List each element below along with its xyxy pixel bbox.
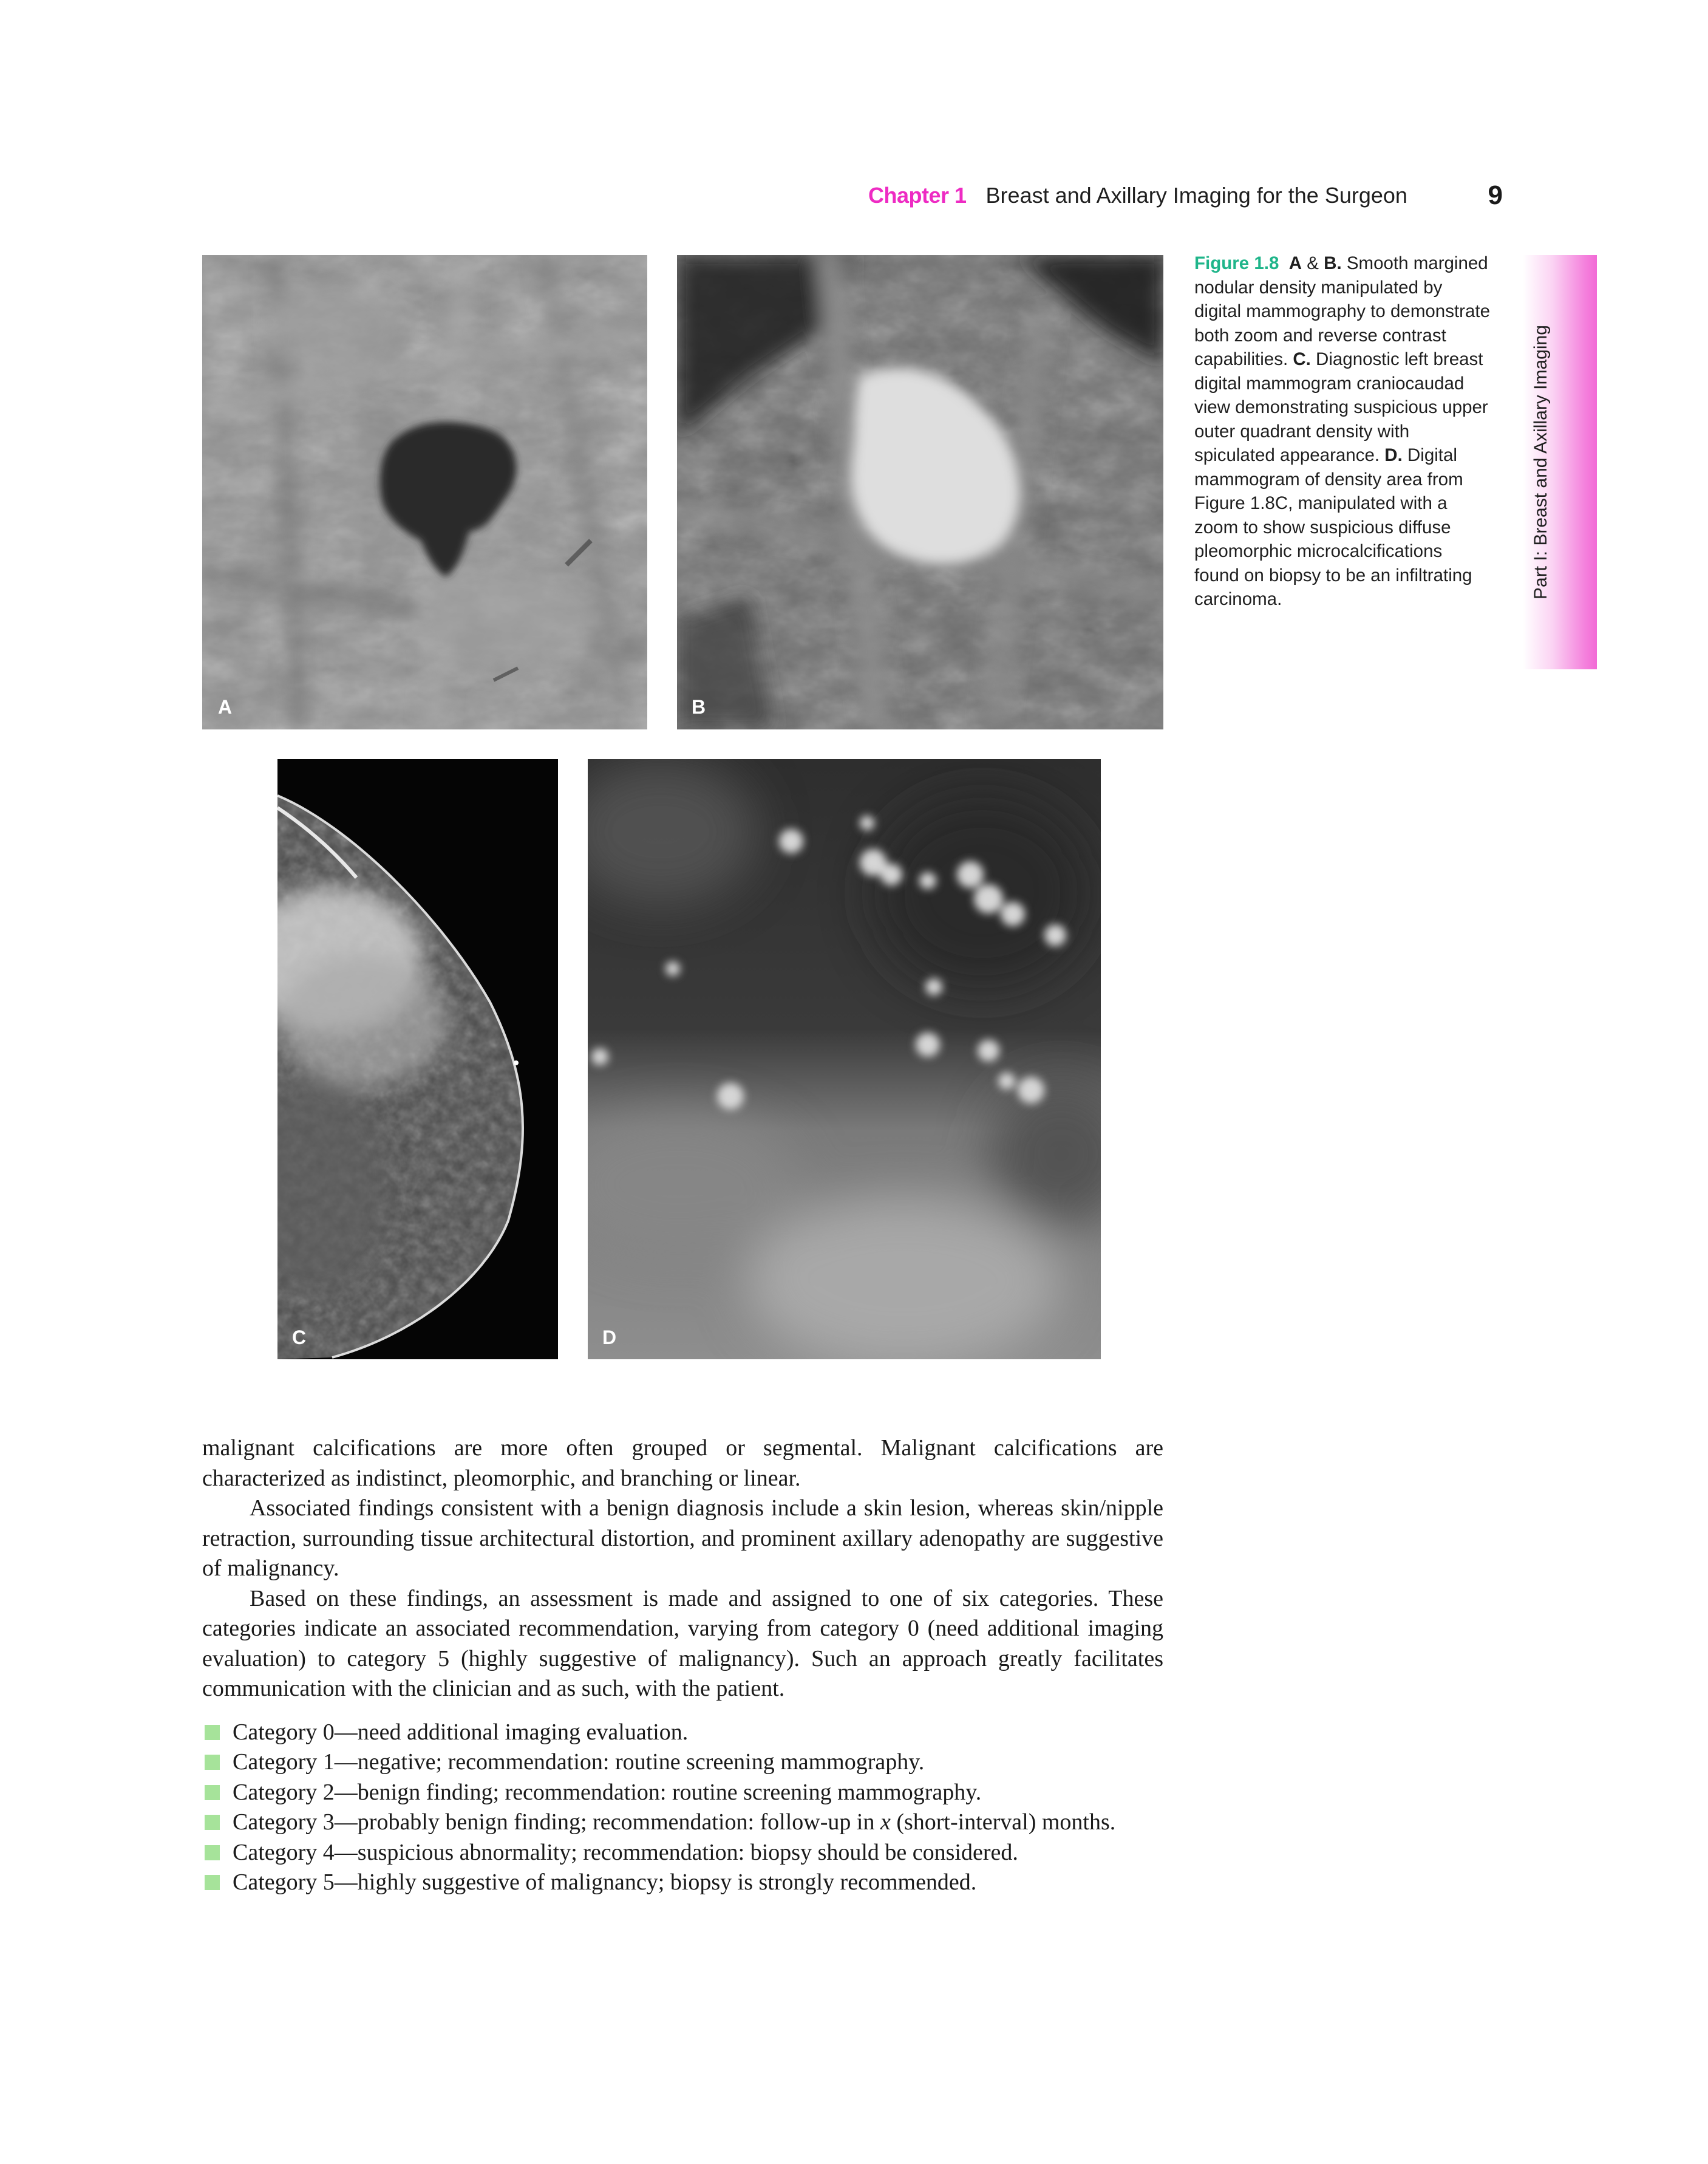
mammogram-image-a (202, 255, 647, 729)
category-item-variable: x (880, 1809, 891, 1835)
chapter-label: Chapter 1 (868, 183, 967, 208)
caption-text-c: Diagnostic left breast digital mammogram craniocaudad view demonstrating suspicious upper outer quadrant density with spiculated appearance. (1194, 349, 1488, 465)
caption-ref-b: B. (1324, 253, 1342, 273)
body-paragraph: malignant calcifications are more often grouped or segmental. Malignant calcifications are characterized as indistinct, pleomorphic, and branching or linear. (202, 1435, 1163, 1491)
category-item-text: Category 4—suspicious abnormality; recommendation: biopsy should be considered. (233, 1839, 1018, 1865)
figure-panel-c (277, 759, 558, 1359)
category-item (202, 1718, 1163, 1748)
category-item (202, 1778, 1163, 1808)
panel-label-a: A (218, 696, 233, 718)
panel-label-d: D (602, 1326, 617, 1348)
category-item (202, 1807, 1163, 1838)
category-item-text: Category 2—benign finding; recommendation: routine screening mammography. (233, 1779, 982, 1805)
category-item-text: Category 3—probably benign finding; recommendation: follow-up in (233, 1809, 880, 1835)
caption-ref-a: A (1288, 253, 1302, 273)
category-item-text: Category 1—negative; recommendation: routine screening mammography. (233, 1749, 925, 1775)
category-item-text: Category 0—need additional imaging evaluation. (233, 1719, 689, 1745)
category-item (202, 1838, 1163, 1868)
figure-label: Figure 1.8 (1194, 253, 1279, 273)
mammogram-image-b (677, 255, 1163, 729)
body-paragraph: Associated findings consistent with a benign diagnosis include a skin lesion, whereas skin/nipple retraction, surrounding tissue architectural distortion, and prominent axillary adenopathy are suggestive of malignancy. (202, 1495, 1163, 1581)
category-item (202, 1747, 1163, 1778)
chapter-title: Breast and Axillary Imaging for the Surgeon (985, 183, 1407, 208)
figure-caption (1194, 251, 1492, 612)
caption-text-d: Digital mammogram of density area from Figure 1.8C, manipulated with a zoom to show suspicious diffuse pleomorphic microcalcifications found on biopsy to be an infiltrating carcinoma. (1194, 445, 1472, 609)
caption-ref-d: D. (1384, 445, 1403, 465)
figure-panel-b (677, 255, 1163, 729)
category-item-text: Category 5—highly suggestive of malignancy; biopsy is strongly recommended. (233, 1869, 977, 1895)
square-bullet-icon (205, 1755, 220, 1770)
caption-text-ab: Smooth margined nodular density manipulated by digital mammography to demonstrate both zoom and reverse contrast capabilities. (1194, 253, 1490, 369)
panel-label-c: C (292, 1326, 307, 1348)
square-bullet-icon (205, 1725, 220, 1740)
square-bullet-icon (205, 1815, 220, 1830)
square-bullet-icon (205, 1845, 220, 1860)
body-paragraph: Based on these findings, an assessment is made and assigned to one of six categories. These categories indicate an associated recommendation, varying from category 0 (need additional imaging evaluation) to category 5 (highly suggestive of malignancy). Such an approach greatly facilitates communication with the clinician and as such, with the patient. (202, 1585, 1163, 1701)
body-text (202, 1433, 1163, 1898)
mammogram-image-c (277, 759, 558, 1359)
square-bullet-icon (205, 1875, 220, 1890)
category-item (202, 1868, 1163, 1898)
section-side-tab-label: Part I: Breast and Axillary Imaging (1531, 325, 1551, 599)
figure-panel-a (202, 255, 647, 729)
square-bullet-icon (205, 1785, 220, 1800)
category-item-text: (short-interval) months. (890, 1809, 1116, 1835)
mammogram-image-d (588, 759, 1101, 1359)
caption-amp: & (1302, 253, 1324, 273)
running-header (868, 177, 1503, 214)
category-list (202, 1718, 1163, 1898)
caption-ref-c: C. (1293, 349, 1311, 369)
panel-label-b: B (692, 696, 706, 718)
page-number: 9 (1488, 180, 1503, 210)
figure-panel-d (588, 759, 1101, 1359)
